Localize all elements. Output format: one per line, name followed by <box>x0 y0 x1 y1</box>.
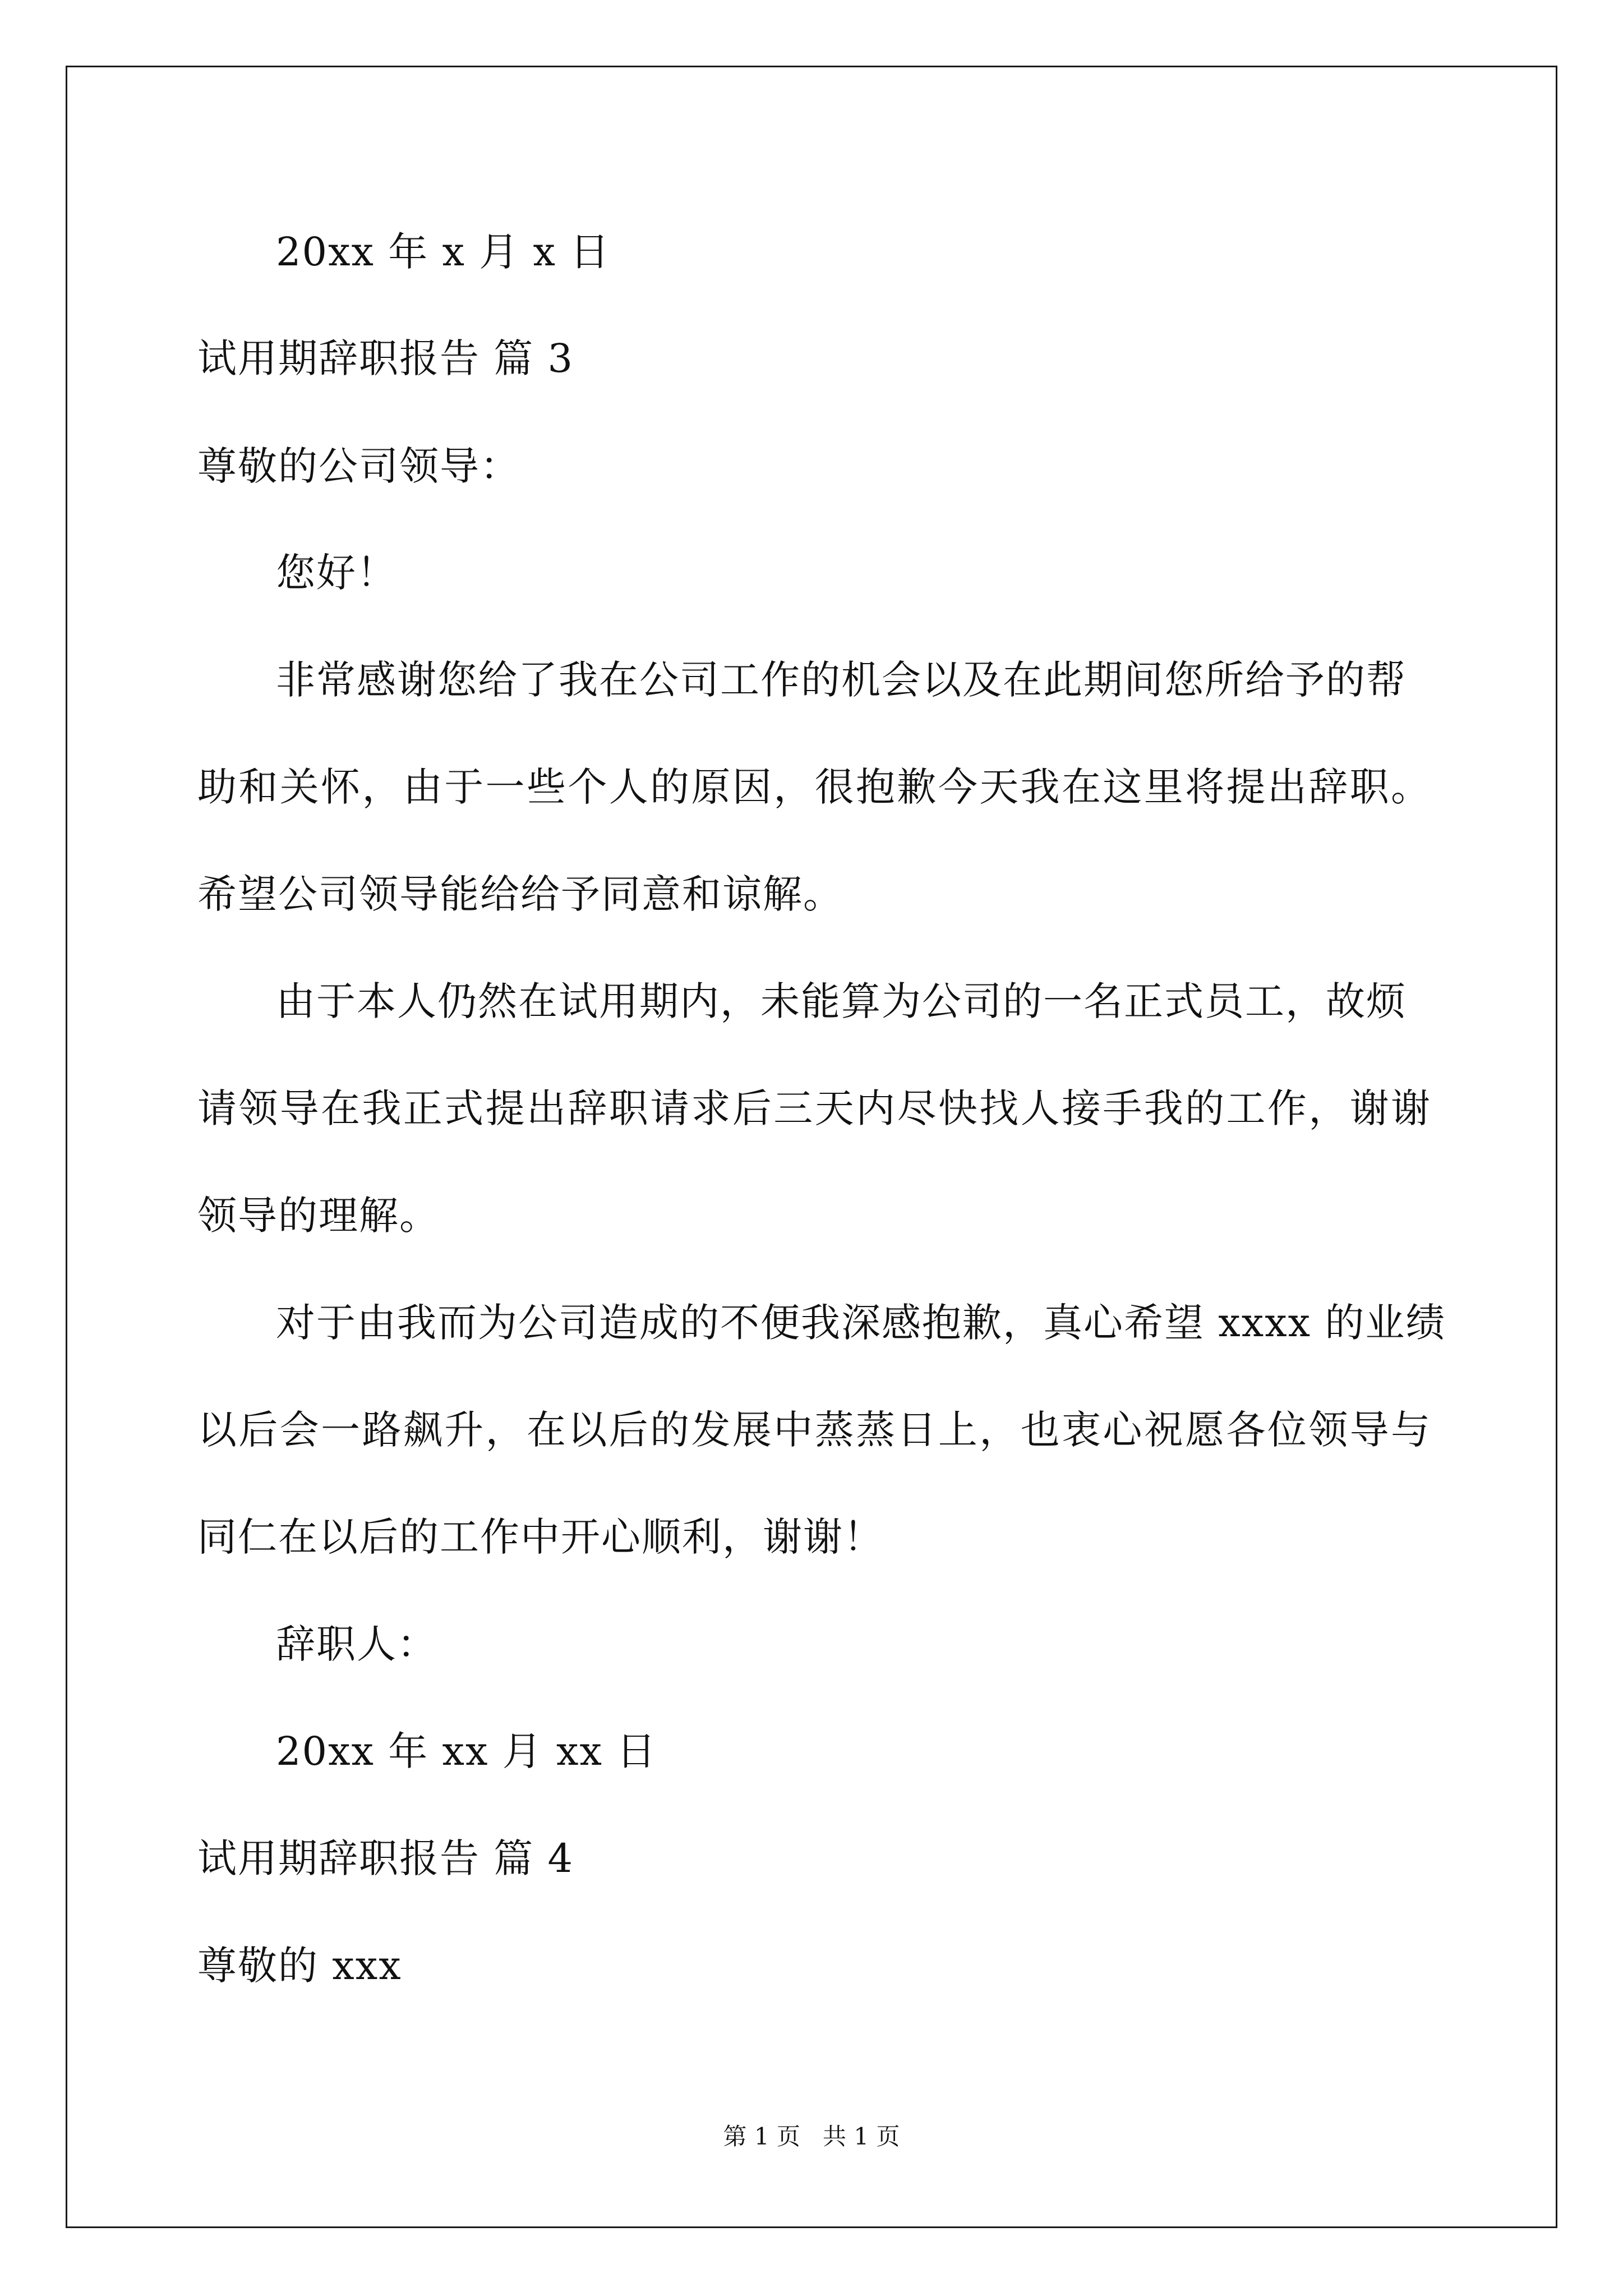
paragraph-line: 请领导在我正式提出辞职请求后三天内尽快找人接手我的工作，谢谢 <box>197 1085 1431 1131</box>
salutation: 尊敬的 xxx <box>197 1943 402 1989</box>
section-heading-4: 试用期辞职报告 篇 4 <box>197 1835 574 1881</box>
salutation: 尊敬的公司领导： <box>197 443 520 489</box>
paragraph-line: 以后会一路飙升，在以后的发展中蒸蒸日上，也衷心祝愿各位领导与 <box>197 1407 1431 1453</box>
paragraph-line: 领导的理解。 <box>197 1193 440 1239</box>
paragraph-line: 非常感谢您给了我在公司工作的机会以及在此期间您所给予的帮 <box>276 657 1407 703</box>
paragraph-line: 助和关怀，由于一些个人的原因，很抱歉今天我在这里将提出辞职。 <box>197 764 1431 810</box>
page-border <box>66 66 1557 2228</box>
paragraph-line: 同仁在以后的工作中开心顺利，谢谢！ <box>197 1514 884 1560</box>
signature-date: 20xx 年 xx 月 xx 日 <box>276 1728 657 1774</box>
paragraph-line: 希望公司领导能给给予同意和谅解。 <box>197 871 843 917</box>
signature-label: 辞职人： <box>276 1621 437 1667</box>
paragraph-line: 对于由我而为公司造成的不便我深感抱歉，真心希望 xxxx 的业绩 <box>276 1300 1446 1346</box>
paragraph-line: 由于本人仍然在试用期内，未能算为公司的一名正式员工，故烦 <box>276 978 1407 1024</box>
section-heading-3: 试用期辞职报告 篇 3 <box>197 335 574 381</box>
date-line: 20xx 年 x 月 x 日 <box>276 229 611 275</box>
greeting: 您好！ <box>276 550 397 596</box>
page-footer: 第 1 页 共 1 页 <box>723 2123 900 2150</box>
